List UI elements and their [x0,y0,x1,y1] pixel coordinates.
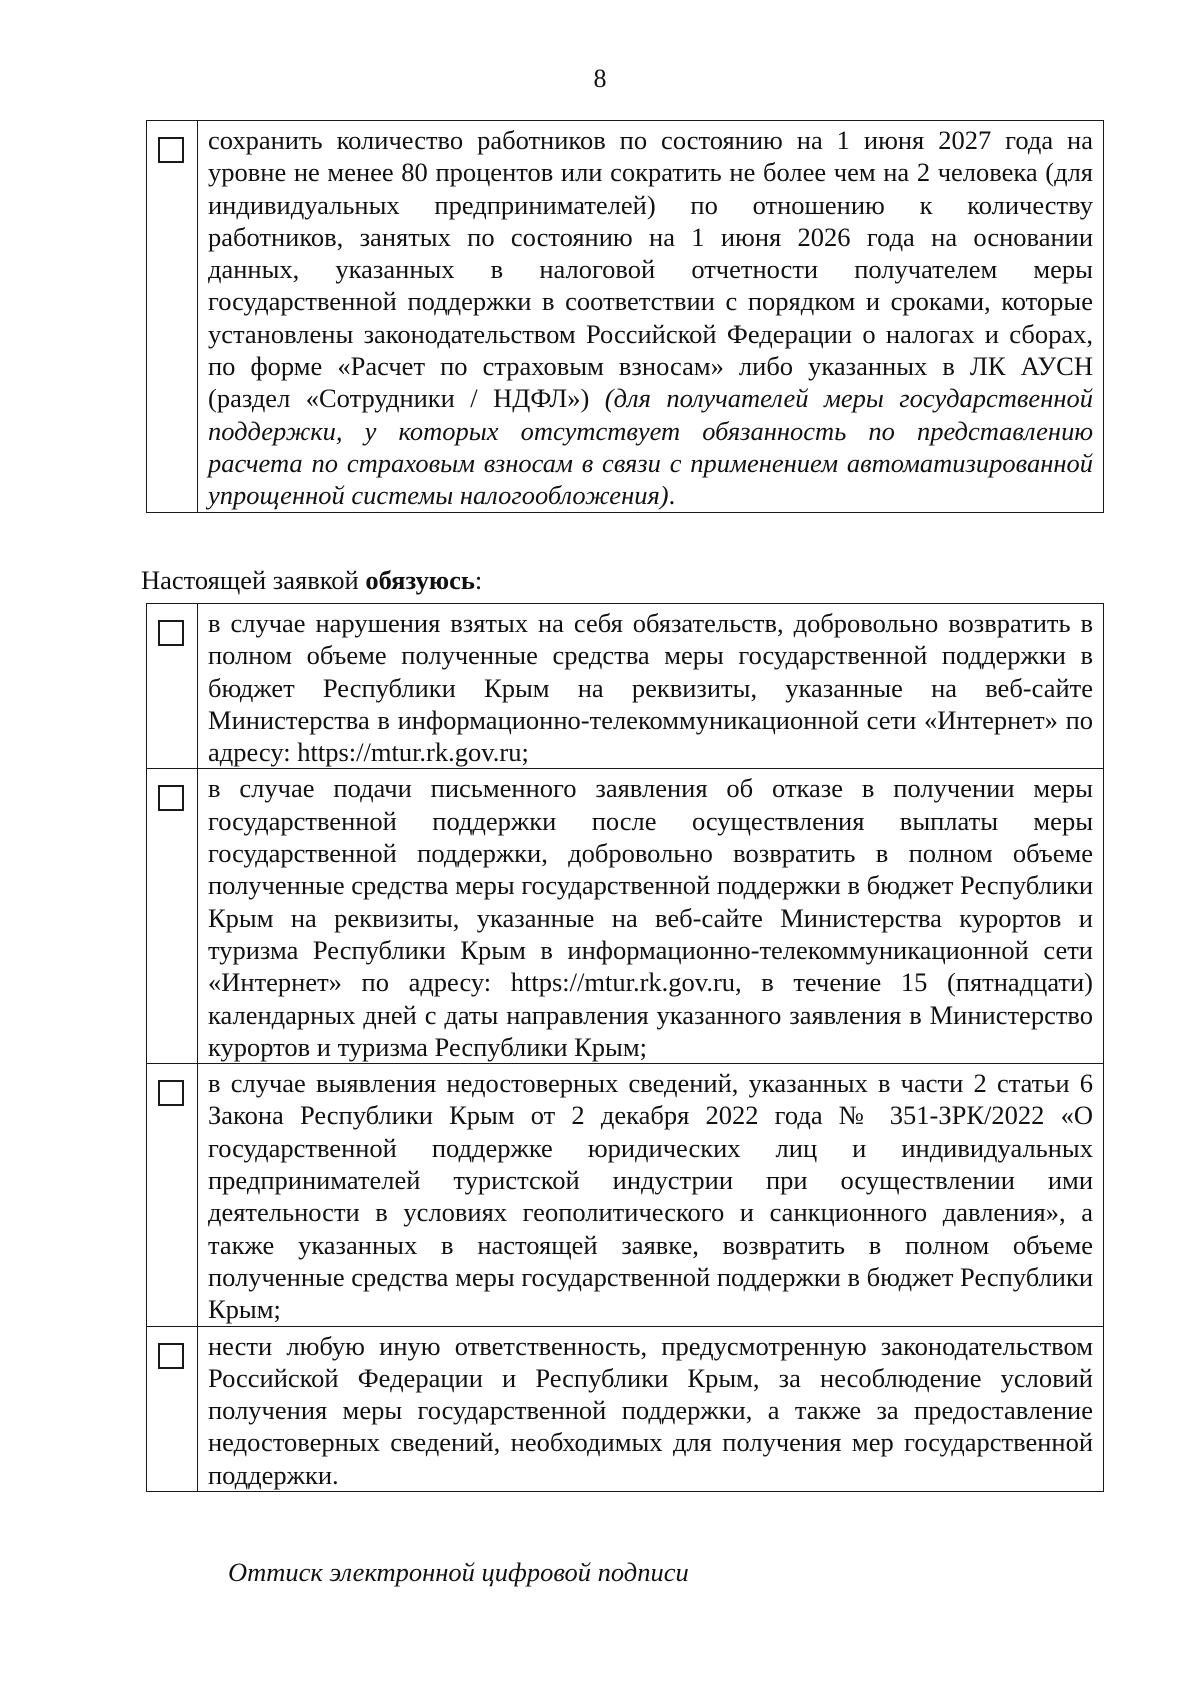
obligations-table [146,603,1104,1492]
commitment-table-top [146,120,1104,513]
checkbox-cell [147,604,198,769]
intro-bold: обязуюсь [365,565,475,595]
checkbox-cell [147,769,198,1064]
table-row [147,769,1104,1064]
checkbox-cell [147,1064,198,1326]
row-text-regular: сохранить количество работников по состоянию на 1 июня 2027 года на уровне не менее 80 процентов или сократить не более чем на 2 человека (для индивидуальных предпринимателей) по отношению к количеству работников, занятых по состоянию на 1 июня 2026 года на основании данных, указанных в налоговой отчетности получателем меры государственной поддержки в соответствии с порядком и сроками, которые установлены законодательством Российской Федерации о налогах и сборах, по форме «Расчет по страховым взносам» либо указанных в ЛК АУСН (раздел «Сотрудники / НДФЛ») [208,125,1093,414]
checkbox[interactable] [158,1080,184,1106]
table-row [147,1326,1104,1491]
table-row [147,1064,1104,1326]
checkbox[interactable] [158,137,184,163]
row-text [198,121,1104,513]
row-text-italic: (для получателей меры государственной поддержки, у которых отсутствует обязанность по представлению расчета по страховым взносам в связи с применением автоматизированной упрощенной системы налогообложения) [208,383,1093,511]
page-number: 8 [593,64,607,93]
checkbox[interactable] [158,620,184,646]
row-text: в случае подачи письменного заявления об отказе в получении меры государственной поддержки после осуществления выплаты меры государственной поддержки, добровольно возвратить в полном объеме полученные средства меры государственной поддержки в бюджет Республики Крым на реквизиты, указанные на веб-сайте Министерства курортов и туризма Республики Крым в информационно-телекоммуникационной сети «Интернет» по адресу: https://mtur.rk.gov.ru, в течение 15 (пятнадцати) календарных дней с даты направления указанного заявления в Министерство курортов и туризма Республики Крым; [198,769,1104,1064]
checkbox[interactable] [158,1343,184,1369]
table-row [147,604,1104,769]
checkbox-cell [147,1326,198,1491]
intro-text: Настоящей заявкой [141,565,366,595]
row-text-end: . [668,480,676,511]
row-text: в случае нарушения взятых на себя обязательств, добровольно возвратить в полном объеме полученные средства меры государственной поддержки в бюджет Республики Крым на реквизиты, указанные на веб-сайте Министерства в информационно-телекоммуникационной сети «Интернет» по адресу: https://mtur.rk.gov.ru; [198,604,1104,769]
row-text: в случае выявления недостоверных сведений, указанных в части 2 статьи 6 Закона Республики Крым от 2 декабря 2022 года № 351-ЗРК/2022 «О государственной поддержке юридических лиц и индивидуальных предпринимателей туристской индустрии при осуществлении ими деятельности в условиях геополитического и санкционного давления», а также указанных в настоящей заявке, возвратить в полном объеме полученные средства меры государственной поддержки в бюджет Республики Крым; [198,1064,1104,1326]
signature-caption: Оттиск электронной цифровой подписи [228,1557,689,1587]
intro-colon: : [474,565,483,595]
checkbox-cell [147,121,198,513]
table-row [147,121,1104,513]
checkbox[interactable] [158,785,184,811]
obligations-intro [141,564,482,596]
row-text: нести любую иную ответственность, предусмотренную законодательством Российской Федерации и Республики Крым, за несоблюдение условий получения меры государственной поддержки, а также за предоставление недостоверных сведений, необходимых для получения мер государственной поддержки. [198,1326,1104,1491]
